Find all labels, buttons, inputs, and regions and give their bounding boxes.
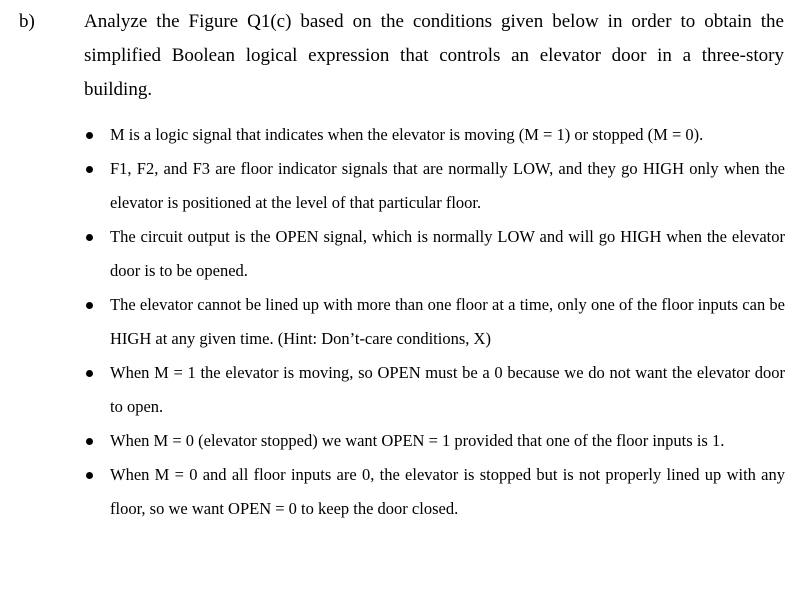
question-part-label: b) [19,11,35,32]
bullet-dot-icon [86,438,93,445]
condition-text: When M = 0 and all floor inputs are 0, the elevator is stopped but is not properly lined up with any floor, so we want OPEN = 0 to keep the door closed. [110,465,785,518]
condition-item [0,288,785,356]
condition-text: The elevator cannot be lined up with more than one floor at a time, only one of the floor inputs can be HIGH at any given time. (Hint: Don’t-care conditions, X) [110,295,785,348]
bullet-dot-icon [86,166,93,173]
question-intro-text: Analyze the Figure Q1(c) based on the conditions given below in order to obtain the simplified Boolean logical expression that controls an elevator door in a three-story building. [84,11,784,100]
bullet-dot-icon [86,472,93,479]
bullet-dot-icon [86,132,93,139]
condition-item [0,356,785,424]
bullet-dot-icon [86,234,93,241]
condition-item [0,118,785,152]
condition-text: M is a logic signal that indicates when the elevator is moving (M = 1) or stopped (M = 0). [110,125,704,144]
condition-text: When M = 1 the elevator is moving, so OPEN must be a 0 because we do not want the elevator door to open. [110,363,785,416]
condition-item [0,458,785,526]
bullet-dot-icon [86,302,93,309]
condition-text: The circuit output is the OPEN signal, which is normally LOW and will go HIGH when the elevator door is to be opened. [110,227,785,280]
condition-item [0,220,785,288]
bullet-dot-icon [86,370,93,377]
condition-item [0,152,785,220]
condition-item [0,424,785,458]
condition-text: When M = 0 (elevator stopped) we want OPEN = 1 provided that one of the floor inputs is 1. [110,431,725,450]
conditions-list [0,118,805,526]
condition-text: F1, F2, and F3 are floor indicator signals that are normally LOW, and they go HIGH only when the elevator is positioned at the level of that particular floor. [110,159,785,212]
